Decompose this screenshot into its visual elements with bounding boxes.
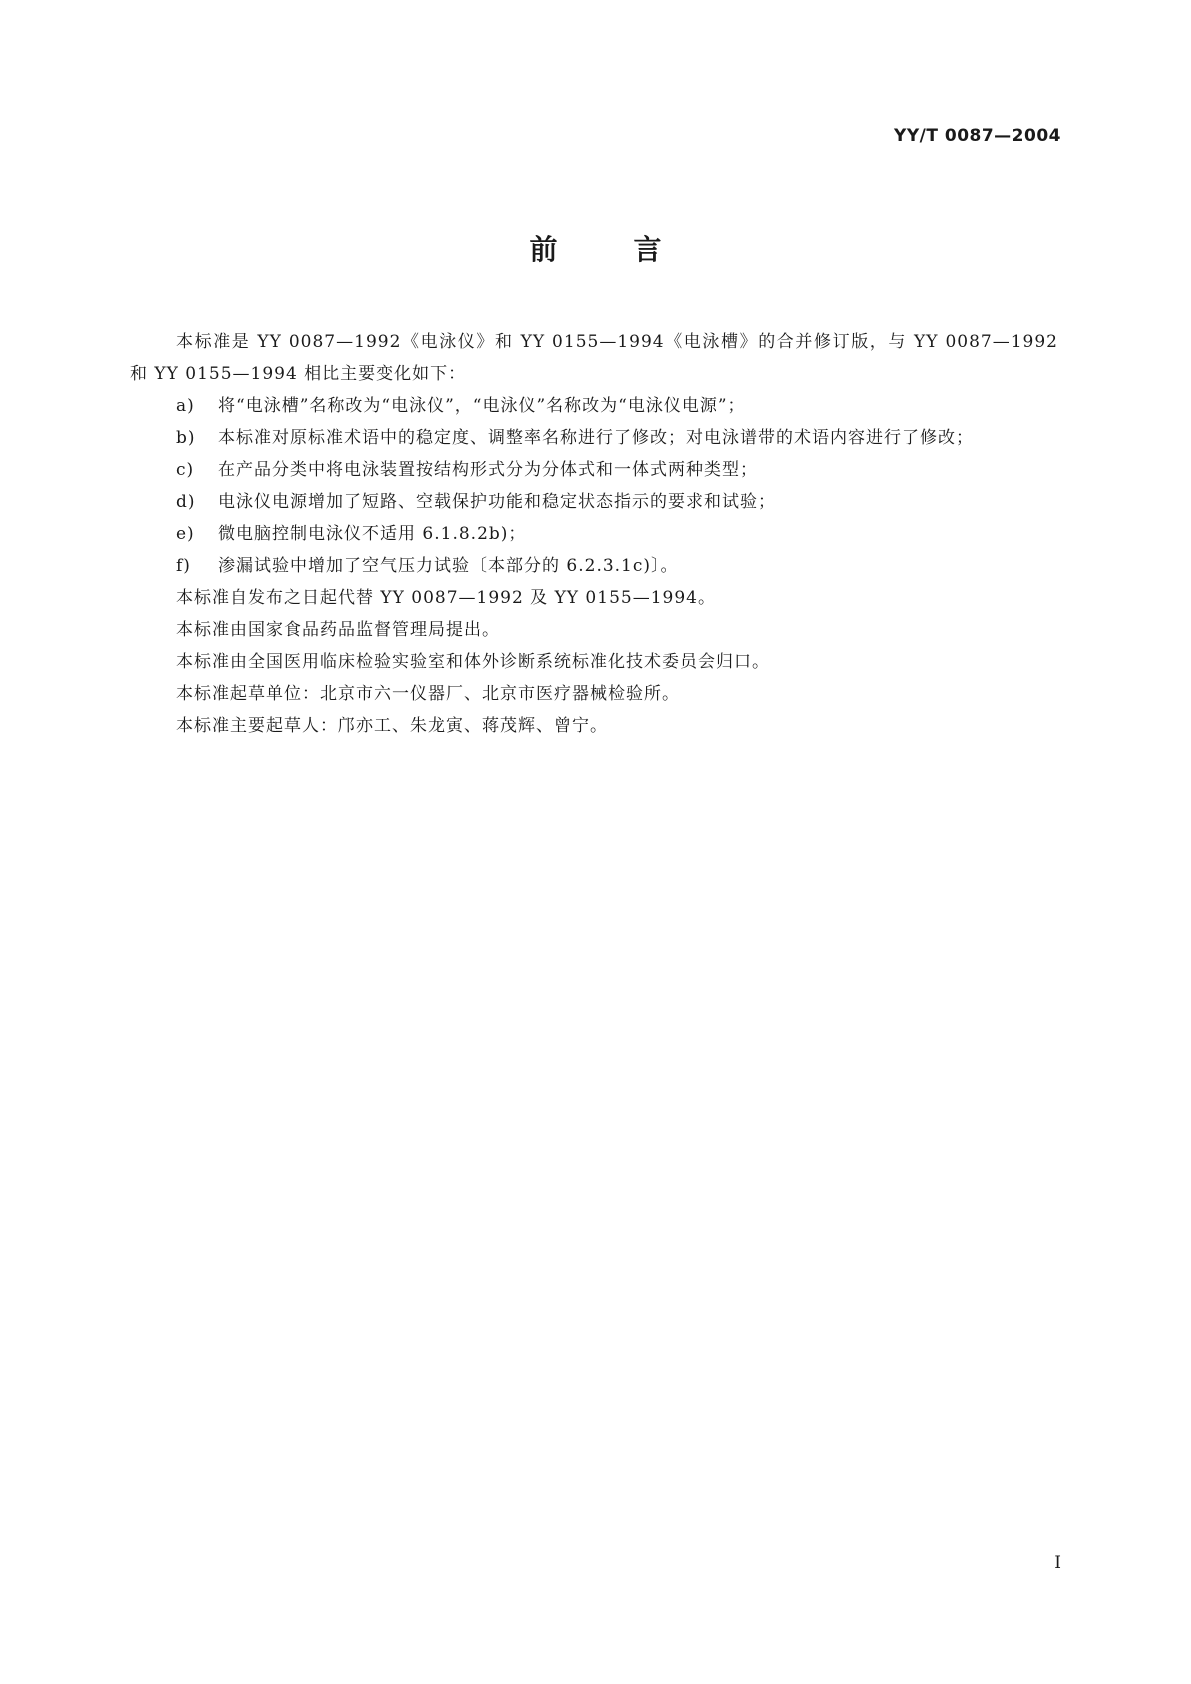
- replaces-paragraph: 本标准自发布之日起代替 YY 0087—1992 及 YY 0155—1994。: [176, 588, 716, 608]
- title-char-2: 言: [633, 233, 662, 266]
- list-item-text: 将“电泳槽”名称改为“电泳仪”，“电泳仪”名称改为“电泳仪电源”；: [218, 396, 746, 416]
- list-item-text: 渗漏试验中增加了空气压力试验〔本部分的 6.2.3.1c)〕。: [218, 556, 679, 576]
- list-item-mark: e): [176, 524, 195, 544]
- list-item: [130, 486, 1058, 518]
- list-item: [130, 422, 1058, 454]
- list-item-mark: d): [176, 492, 196, 512]
- page-title: [0, 228, 1191, 268]
- list-item: [130, 454, 1058, 486]
- list-item-text: 微电脑控制电泳仪不适用 6.1.8.2b)；: [218, 524, 527, 544]
- list-item: [130, 518, 1058, 550]
- list-item-mark: a): [176, 396, 195, 416]
- page-number: I: [1054, 1553, 1061, 1573]
- centralized-paragraph: 本标准由全国医用临床检验实验室和体外诊断系统标准化技术委员会归口。: [176, 652, 770, 672]
- intro-paragraph: 本标准是 YY 0087—1992《电泳仪》和 YY 0155—1994《电泳槽》的合并修订版，与 YY 0087—1992 和 YY 0155—1994 相比主要变化如下：: [130, 332, 1058, 384]
- list-item: [130, 550, 1058, 582]
- standard-code: YY/T 0087—2004: [894, 126, 1061, 146]
- list-item-text: 在产品分类中将电泳装置按结构形式分为分体式和一体式两种类型；: [218, 460, 758, 480]
- foreword-body: [130, 326, 1058, 742]
- title-char-1: 前: [529, 233, 558, 266]
- list-item-mark: c): [176, 460, 195, 480]
- proposed-paragraph: 本标准由国家食品药品监督管理局提出。: [176, 620, 500, 640]
- list-item-mark: f): [176, 556, 191, 576]
- list-item-text: 本标准对原标准术语中的稳定度、调整率名称进行了修改；对电泳谱带的术语内容进行了修改；: [218, 428, 974, 448]
- list-item: [130, 390, 1058, 422]
- list-item-mark: b): [176, 428, 196, 448]
- drafters-paragraph: 本标准主要起草人：邝亦工、朱龙寅、蒋茂辉、曾宁。: [176, 716, 608, 736]
- list-item-text: 电泳仪电源增加了短路、空载保护功能和稳定状态指示的要求和试验；: [218, 492, 776, 512]
- drafting-units-paragraph: 本标准起草单位：北京市六一仪器厂、北京市医疗器械检验所。: [176, 684, 680, 704]
- changes-list: [130, 390, 1058, 582]
